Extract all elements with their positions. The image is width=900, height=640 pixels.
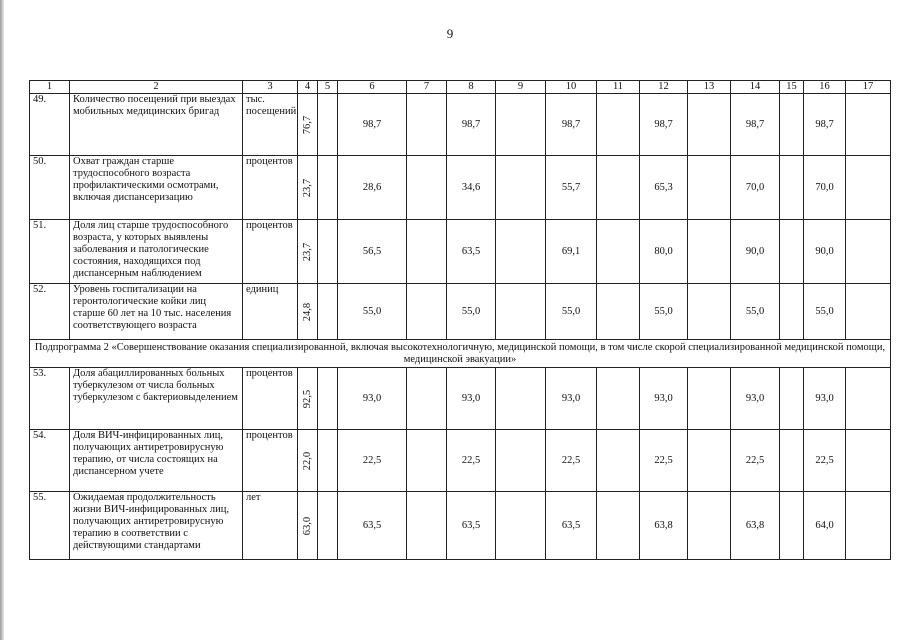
base-value-text: 76,7 [301, 115, 313, 134]
indicator-value: 98,7 [640, 94, 688, 156]
base-value [298, 156, 318, 220]
row-number: 52. [30, 284, 70, 340]
column-number: 13 [688, 81, 731, 94]
empty-cell [496, 368, 546, 430]
unit-of-measure: тыс. посещений [243, 94, 298, 156]
base-value [298, 492, 318, 560]
empty-cell [846, 220, 891, 284]
indicator-value: 98,7 [804, 94, 846, 156]
indicator-name: Охват граждан старше трудоспособного возраста профилактическими осмотрами, включая диспансеризацию [70, 156, 243, 220]
empty-cell [318, 492, 338, 560]
table-row [30, 430, 891, 492]
indicator-value: 93,0 [338, 368, 407, 430]
row-number: 50. [30, 156, 70, 220]
indicator-value: 63,8 [731, 492, 780, 560]
indicator-value: 98,7 [731, 94, 780, 156]
page-number: 9 [446, 26, 454, 41]
column-number: 6 [338, 81, 407, 94]
empty-cell [407, 492, 447, 560]
indicator-value: 55,0 [804, 284, 846, 340]
unit-of-measure: процентов [243, 368, 298, 430]
indicator-name: Доля ВИЧ-инфицированных лиц, получающих антиретровирусную терапию, от числа состоящих на диспансерном учете [70, 430, 243, 492]
column-number: 3 [243, 81, 298, 94]
indicator-name: Уровень госпитализации на геронтологические койки лиц старше 60 лет на 10 тыс. населения соответствующего возраста [70, 284, 243, 340]
base-value-text: 24,8 [301, 302, 313, 321]
empty-cell [597, 368, 640, 430]
empty-cell [846, 368, 891, 430]
indicator-value: 90,0 [804, 220, 846, 284]
base-value [298, 220, 318, 284]
column-number: 16 [804, 81, 846, 94]
indicator-value: 55,0 [640, 284, 688, 340]
indicator-value: 22,5 [640, 430, 688, 492]
column-number: 1 [30, 81, 70, 94]
empty-cell [846, 94, 891, 156]
column-number: 9 [496, 81, 546, 94]
column-number: 12 [640, 81, 688, 94]
table-row [30, 220, 891, 284]
indicator-value: 63,8 [640, 492, 688, 560]
empty-cell [496, 156, 546, 220]
empty-cell [688, 492, 731, 560]
empty-cell [496, 492, 546, 560]
indicator-value: 93,0 [447, 368, 496, 430]
table-row [30, 94, 891, 156]
empty-cell [597, 156, 640, 220]
unit-of-measure: процентов [243, 156, 298, 220]
empty-cell [846, 492, 891, 560]
empty-cell [688, 430, 731, 492]
row-number: 51. [30, 220, 70, 284]
empty-cell [318, 284, 338, 340]
column-number: 4 [298, 81, 318, 94]
base-value-text: 23,7 [301, 242, 313, 261]
empty-cell [780, 156, 804, 220]
indicator-value: 63,5 [447, 492, 496, 560]
indicator-value: 28,6 [338, 156, 407, 220]
empty-cell [318, 430, 338, 492]
empty-cell [318, 220, 338, 284]
empty-cell [846, 156, 891, 220]
row-number: 49. [30, 94, 70, 156]
empty-cell [688, 220, 731, 284]
row-number: 54. [30, 430, 70, 492]
empty-cell [688, 284, 731, 340]
empty-cell [846, 284, 891, 340]
empty-cell [846, 430, 891, 492]
indicator-value: 22,5 [338, 430, 407, 492]
indicator-value: 80,0 [640, 220, 688, 284]
indicator-value: 70,0 [804, 156, 846, 220]
indicator-value: 22,5 [447, 430, 496, 492]
empty-cell [780, 430, 804, 492]
empty-cell [496, 220, 546, 284]
empty-cell [597, 284, 640, 340]
indicator-name: Количество посещений при выездах мобильных медицинских бригад [70, 94, 243, 156]
empty-cell [688, 156, 731, 220]
empty-cell [780, 220, 804, 284]
empty-cell [597, 220, 640, 284]
base-value-text: 63,0 [301, 516, 313, 535]
base-value [298, 284, 318, 340]
indicator-value: 98,7 [546, 94, 597, 156]
empty-cell [496, 94, 546, 156]
base-value-text: 22,0 [301, 451, 313, 470]
indicator-value: 55,0 [546, 284, 597, 340]
indicators-table [29, 80, 891, 560]
base-value [298, 430, 318, 492]
indicator-value: 93,0 [640, 368, 688, 430]
base-value-text: 92,5 [301, 389, 313, 408]
unit-of-measure: единиц [243, 284, 298, 340]
indicator-value: 55,0 [731, 284, 780, 340]
indicator-value: 65,3 [640, 156, 688, 220]
unit-of-measure: лет [243, 492, 298, 560]
row-number: 55. [30, 492, 70, 560]
indicator-value: 34,6 [447, 156, 496, 220]
column-number: 7 [407, 81, 447, 94]
empty-cell [407, 156, 447, 220]
indicator-value: 98,7 [447, 94, 496, 156]
indicator-value: 55,7 [546, 156, 597, 220]
table-row [30, 156, 891, 220]
column-number: 11 [597, 81, 640, 94]
indicator-value: 93,0 [546, 368, 597, 430]
column-number: 8 [447, 81, 496, 94]
column-number: 17 [846, 81, 891, 94]
empty-cell [407, 220, 447, 284]
indicator-value: 69,1 [546, 220, 597, 284]
indicator-value: 90,0 [731, 220, 780, 284]
column-number-row [30, 81, 891, 94]
unit-of-measure: процентов [243, 220, 298, 284]
empty-cell [780, 284, 804, 340]
indicator-value: 63,5 [338, 492, 407, 560]
indicator-value: 98,7 [338, 94, 407, 156]
table-row [30, 368, 891, 430]
indicator-name: Доля лиц старше трудоспособного возраста, у которых выявлены заболевания и патологические состояния, находящихся под диспансерным наблюдением [70, 220, 243, 284]
indicator-value: 93,0 [731, 368, 780, 430]
empty-cell [318, 94, 338, 156]
indicator-value: 22,5 [804, 430, 846, 492]
empty-cell [318, 156, 338, 220]
subprogram-title: Подпрограмма 2 «Совершенствование оказания специализированной, включая высокотехнологичную, медицинской помощи, в том числе скорой специализированной медицинской помощи, медицинской эвакуации» [30, 340, 891, 368]
column-number: 10 [546, 81, 597, 94]
base-value-text: 23,7 [301, 178, 313, 197]
column-number: 2 [70, 81, 243, 94]
indicator-value: 22,5 [546, 430, 597, 492]
indicator-value: 55,0 [338, 284, 407, 340]
empty-cell [496, 284, 546, 340]
indicator-value: 63,5 [447, 220, 496, 284]
table-row [30, 492, 891, 560]
empty-cell [407, 284, 447, 340]
empty-cell [318, 368, 338, 430]
empty-cell [407, 94, 447, 156]
indicator-value: 63,5 [546, 492, 597, 560]
indicator-value: 70,0 [731, 156, 780, 220]
indicator-value: 55,0 [447, 284, 496, 340]
empty-cell [780, 492, 804, 560]
subprogram-row [30, 340, 891, 368]
unit-of-measure: процентов [243, 430, 298, 492]
empty-cell [688, 368, 731, 430]
indicator-name: Доля абациллированных больных туберкулезом от числа больных туберкулезом с бактериовыделением [70, 368, 243, 430]
indicator-name: Ожидаемая продолжительность жизни ВИЧ-инфицированных лиц, получающих антиретровирусную терапию в соответствии с действующими стандартами [70, 492, 243, 560]
empty-cell [780, 94, 804, 156]
row-number: 53. [30, 368, 70, 430]
empty-cell [780, 368, 804, 430]
indicator-value: 93,0 [804, 368, 846, 430]
empty-cell [407, 430, 447, 492]
indicator-value: 22,5 [731, 430, 780, 492]
indicator-value: 56,5 [338, 220, 407, 284]
table-row [30, 284, 891, 340]
empty-cell [407, 368, 447, 430]
empty-cell [597, 430, 640, 492]
base-value [298, 94, 318, 156]
empty-cell [597, 492, 640, 560]
base-value [298, 368, 318, 430]
empty-cell [496, 430, 546, 492]
column-number: 5 [318, 81, 338, 94]
column-number: 15 [780, 81, 804, 94]
indicator-value: 64,0 [804, 492, 846, 560]
scan-edge [0, 0, 4, 640]
empty-cell [597, 94, 640, 156]
column-number: 14 [731, 81, 780, 94]
empty-cell [688, 94, 731, 156]
